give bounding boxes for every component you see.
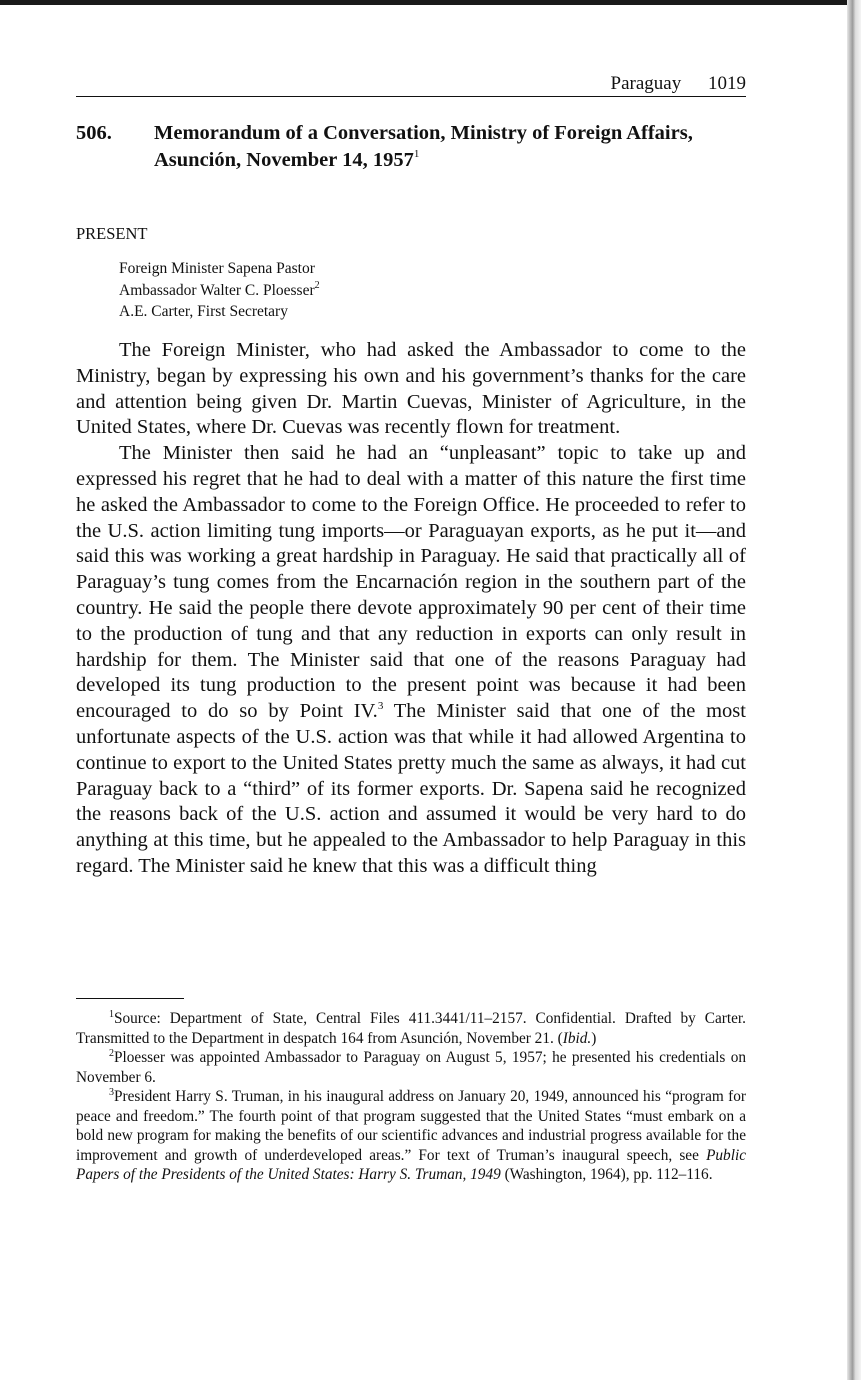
- footnote-text-after: ): [591, 1029, 597, 1047]
- present-label: PRESENT: [76, 224, 148, 243]
- footnote-marker: 2: [109, 1048, 114, 1059]
- footnote-2: [76, 1048, 746, 1087]
- footnote-text: Ploesser was appointed Ambassador to Paraguay on August 5, 1957; he presented his credentials on November 6.: [76, 1049, 746, 1086]
- footnote-text: Source: Department of State, Central Files 411.3441/11–2157. Confidential. Drafted by Carter. Transmitted to the Department in despatch 164 from Asunción, November 21. (: [76, 1010, 746, 1047]
- footnote-divider: [76, 998, 184, 999]
- body-paragraph-2-continued: The Minister said that one of the most unfortunate aspects of the U.S. action was that while it had allowed Argentina to continue to export to the United States pretty much the same as always, it had cut Paraguay back to a “third” of its former exports. Dr. Sapena said he recognized the reasons back of the U.S. action and assumed it would be very hard to do anything at this time, but he appealed to the Ambassador to help Paraguay in this regard. The Minister said he knew that this was a difficult thing: [76, 700, 746, 877]
- body-paragraph-2-text: The Minister then said he had an “unpleasant” topic to take up and expressed his regret that he had to deal with a matter of this nature the first time he asked the Ambassador to come to the Foreign Office. He proceeded to refer to the U.S. action limiting tung imports—or Paraguayan exports, as he put it—and said this was working a great hardship in Paraguay. He said that practically all of Paraguay’s tung comes from the Encarnación region in the southern part of the country. He said the people there devote approximately 90 per cent of their time to the production of tung and that any reduction in exports can only result in hardship for them. The Minister said that one of the reasons Paraguay had developed its tung production to the present point was because it had been encouraged to do so by Point IV.: [76, 442, 746, 723]
- footnote-text-after: (Washington, 1964), pp. 112–116.: [500, 1166, 713, 1183]
- attendee-item: [119, 301, 320, 323]
- attendee-item: [119, 280, 320, 302]
- body-paragraph-1: The Foreign Minister, who had asked the Ambassador to come to the Ministry, began by expressing his own and his government’s thanks for the care and attention being given Dr. Martin Cuevas, Minister of Agriculture, in the United States, where Dr. Cuevas was recently flown for treatment.: [76, 339, 746, 439]
- footnote-3: [76, 1087, 746, 1185]
- footnote-ref-1: 1: [413, 148, 420, 160]
- footnote-marker: 3: [109, 1087, 114, 1098]
- document-title: [154, 120, 754, 174]
- running-header-title: Paraguay: [610, 73, 682, 94]
- scan-page-edge: [847, 0, 861, 1380]
- footnote-italic-citation: Public Papers of the Presidents of the United States: Harry S. Truman, 1949: [76, 1146, 746, 1183]
- attendee-item: [119, 258, 320, 280]
- page-number: 1019: [708, 73, 746, 94]
- scan-top-border: [0, 0, 861, 5]
- footnote-ref-2: 2: [314, 279, 320, 291]
- attendee-list: [119, 258, 320, 323]
- footnote-1: [76, 1009, 746, 1048]
- document-title-text: Memorandum of a Conversation, Ministry of Foreign Affairs, Asunción, November 14, 1957: [154, 122, 693, 171]
- memo-body: [76, 338, 746, 880]
- attendee-name: A.E. Carter, First Secretary: [119, 303, 288, 320]
- running-header: [76, 72, 746, 97]
- footnote-ref-3: 3: [377, 700, 384, 713]
- footnotes: [76, 1009, 746, 1185]
- attendee-name: Ambassador Walter C. Ploesser: [119, 281, 315, 299]
- footnote-marker: 1: [109, 1009, 114, 1020]
- footnote-text: President Harry S. Truman, in his inaugural address on January 20, 1949, announced his “program for peace and freedom.” The fourth point of that program suggested that the United States “must embark on a bold new program for making the benefits of our scientific advances and industrial progress available for the improvement and growth of underdeveloped areas.” For text of Truman’s inaugural speech, see: [76, 1088, 746, 1164]
- attendee-name: Foreign Minister Sapena Pastor: [119, 260, 315, 277]
- body-paragraph-2: [76, 441, 746, 880]
- document-number: 506.: [76, 122, 112, 144]
- footnote-italic-citation: Ibid.: [562, 1029, 592, 1047]
